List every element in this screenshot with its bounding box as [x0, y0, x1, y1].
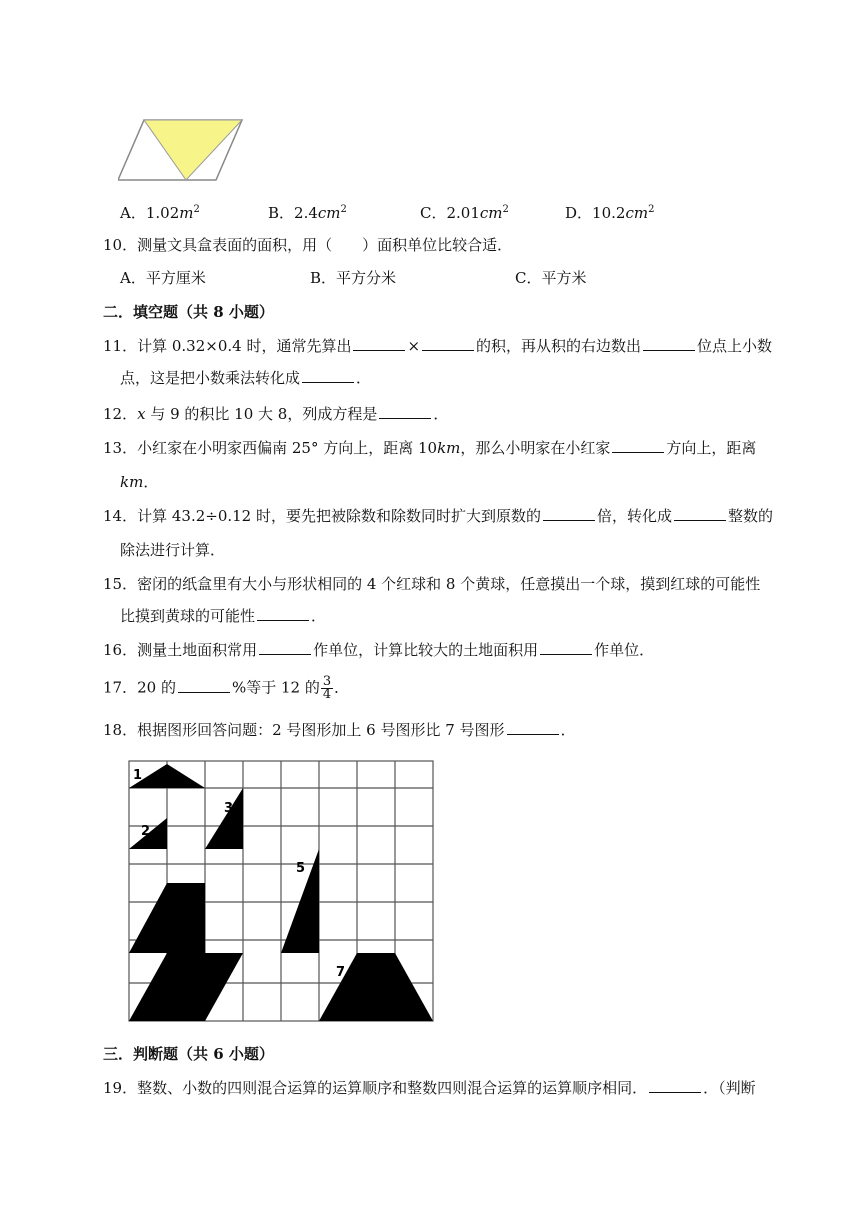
label-5: 5: [296, 861, 306, 876]
q16-blank-2[interactable]: [540, 640, 592, 655]
q19-blank[interactable]: [649, 1078, 701, 1093]
grid-shapes-figure: [120, 752, 440, 1032]
q11-blank-4[interactable]: [302, 368, 354, 383]
q13-line2: km．: [120, 473, 159, 491]
q18-text: 18．根据图形回答问题：2 号图形加上 6 号图形比 7 号图形 ．: [103, 721, 576, 739]
shape-3-triangle: [205, 788, 243, 849]
q19-text: 19．整数、小数的四则混合运算的运算顺序和整数四则混合运算的运算顺序相同． ．（判断: [103, 1079, 756, 1097]
q11-blank-1[interactable]: [353, 336, 405, 351]
fraction-three-quarters: $\frac{3}{4}$: [322, 674, 332, 702]
q9-option-b[interactable]: B．$2.4cm^2$: [268, 204, 347, 222]
q9-option-d[interactable]: D．$10.2cm^2$: [565, 204, 655, 222]
label-1: 1: [133, 768, 143, 783]
yellow-triangle: [144, 120, 242, 180]
parallelogram-figure: [118, 112, 248, 192]
q15-line2: 比摸到黄球的可能性 ．: [120, 607, 327, 625]
q16-text: 16．测量土地面积常用 作单位，计算比较大的土地面积用 作单位．: [103, 641, 655, 659]
q10-text: 10．测量文具盒表面的面积，用（ ）面积单位比较合适．: [103, 236, 513, 254]
q18-blank[interactable]: [507, 720, 559, 735]
label-6: 6: [142, 970, 152, 985]
q10-option-c[interactable]: C．平方米: [515, 269, 587, 287]
label-2: 2: [141, 824, 151, 839]
label-3: 3: [224, 801, 234, 816]
q9-option-a[interactable]: A．$1.02m^2$: [120, 204, 200, 222]
q11-line2: 点，这是把小数乘法转化成 ．: [120, 369, 372, 387]
q11-line1: 11．计算 0.32×0.4 时，通常先算出 × 的积，再从积的右边数出 位点上小数: [103, 337, 773, 355]
q11-blank-3[interactable]: [643, 336, 695, 351]
q12-blank[interactable]: [379, 404, 431, 419]
q14-blank-2[interactable]: [674, 506, 726, 521]
label-7: 7: [336, 965, 346, 980]
q14-blank-1[interactable]: [543, 506, 595, 521]
q17-text: 17．20 的 %等于 12 的 $\frac{3}{4}$ ．: [103, 674, 350, 702]
q12-text: 12．x 与 9 的积比 10 大 8，列成方程是 ．: [103, 405, 449, 423]
q9-option-c[interactable]: C．$2.01cm^2$: [420, 204, 509, 222]
q14-line2: 除法进行计算．: [120, 541, 226, 559]
section-fill-in-heading: 二．填空题（共 8 小题）: [103, 303, 274, 321]
q17-blank[interactable]: [178, 678, 230, 693]
q15-line1: 15．密闭的纸盒里有大小与形状相同的 4 个红球和 8 个黄球，任意摸出一个球，摸到红球的可能性: [103, 575, 761, 593]
q15-blank[interactable]: [257, 606, 309, 621]
q13-line1: 13．小红家在小明家西偏南 25° 方向上，距离 10km，那么小明家在小红家 方向上，距离: [103, 439, 757, 457]
section-true-false-heading: 三．判断题（共 6 小题）: [103, 1045, 274, 1063]
q14-line1: 14．计算 43.2÷0.12 时，要先把被除数和除数同时扩大到原数的 倍，转化成 整数的: [103, 507, 774, 525]
q10-option-b[interactable]: B．平方分米: [310, 269, 397, 287]
q10-option-a[interactable]: A．平方厘米: [120, 269, 206, 287]
shape-7-trapezoid: [319, 953, 433, 1021]
q11-blank-2[interactable]: [422, 336, 474, 351]
shape-4-trapezoid: [129, 883, 205, 953]
q13-blank-1[interactable]: [612, 438, 664, 453]
label-4: 4: [149, 887, 159, 902]
shape-6-parallelogram: [129, 953, 243, 1021]
q16-blank-1[interactable]: [259, 640, 311, 655]
